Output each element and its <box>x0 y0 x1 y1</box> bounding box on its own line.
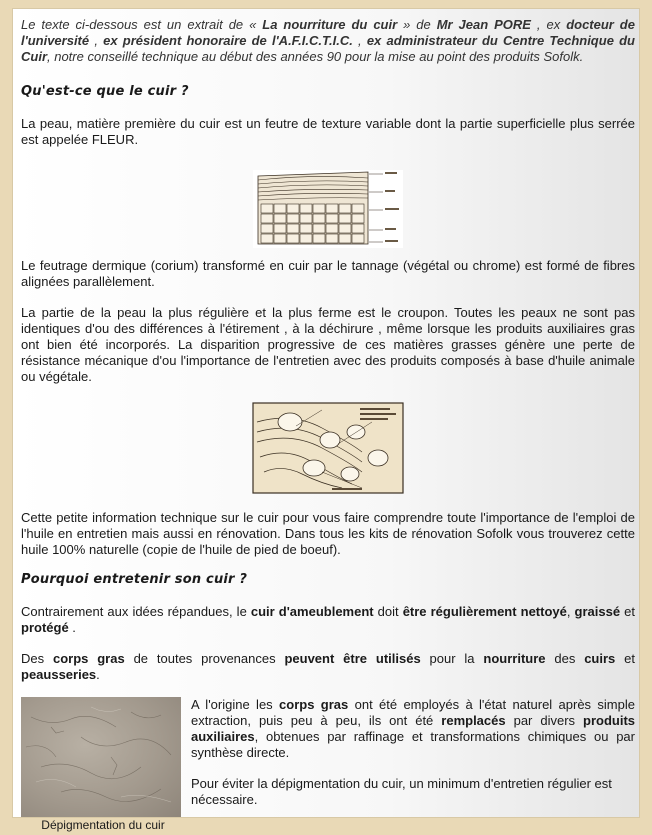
author-name: Mr Jean PORE <box>436 17 531 32</box>
skin-structure-illustration <box>21 170 635 248</box>
paragraph-croupon: La partie de la peau la plus régulière et la plus ferme est le croupon. Toutes les peaux ne sont pas identiques d'ou des différences à l'étirement , à la déchirure , même lorsque les produits auxiliaires gras ont bien été incorporés. La disparition progressive de ces matières grasses génère une perte de résistance mécanique d'ou l'importance de l'entretien avec des produits composés à base d'huile animale ou végétale. <box>21 305 635 384</box>
page-frame <box>12 8 640 832</box>
paragraph-skin: La peau, matière première du cuir est un feutre de texture variable dont la partie superficielle plus serrée est appelée FLEUR. <box>21 116 635 147</box>
photo-caption: Dépigmentation du cuir <box>41 818 165 832</box>
section-title-what-is-leather: Qu'est-ce que le cuir ? <box>21 84 189 99</box>
depigmentation-section <box>21 697 635 835</box>
paragraph-furniture-leather: Contrairement aux idées répandues, le cuir d'ameublement doit être régulièrement nettoyé, graissé et protégé . <box>21 604 635 635</box>
book-title: La nourriture du cuir <box>262 17 398 32</box>
intro-paragraph: Le texte ci-dessous est un extrait de « La nourriture du cuir » de Mr Jean PORE , ex docteur de l'université , ex président honoraire de l'A.F.I.C.T.I.C. , ex administrateur du Centre Technique du Cuir, notre conseillé technique au début des années 90 pour la mise au point des produits Sofolk. <box>21 17 635 64</box>
section-title-why-maintain: Pourquoi entretenir son cuir ? <box>21 572 248 587</box>
depigmentation-photo <box>21 697 181 817</box>
article <box>21 17 635 835</box>
depigmentation-text <box>191 697 635 808</box>
paragraph-oil: Cette petite information technique sur le cuir pour vous faire comprendre toute l'importance de l'emploi de l'huile en entretien mais aussi en rénovation. Dans tous les kits de rénovation Sofolk vous trouverez cette huile 100% naturelle (copie de l'huile de pied de boeuf). <box>21 510 635 557</box>
leather-fibers-diagram <box>21 402 635 494</box>
paragraph-corium: Le feutrage dermique (corium) transformé en cuir par le tannage (végétal ou chrome) est formé de fibres alignées parallèlement. <box>21 258 635 289</box>
paragraph-origin-fatty: A l'origine les corps gras ont été employés à l'état naturel après simple extraction, puis peu à peu, ils ont été remplacés par divers produits auxiliaires, obtenues par raffinage et transformations chimiques ou par synthèse directe. <box>191 697 636 760</box>
paragraph-fatty-substances: Des corps gras de toutes provenances peuvent être utilisés pour la nourriture des cuirs et peausseries. <box>21 651 635 682</box>
paragraph-depigmentation: Pour éviter la dépigmentation du cuir, un minimum d'entretien régulier est nécessaire. <box>191 776 612 807</box>
